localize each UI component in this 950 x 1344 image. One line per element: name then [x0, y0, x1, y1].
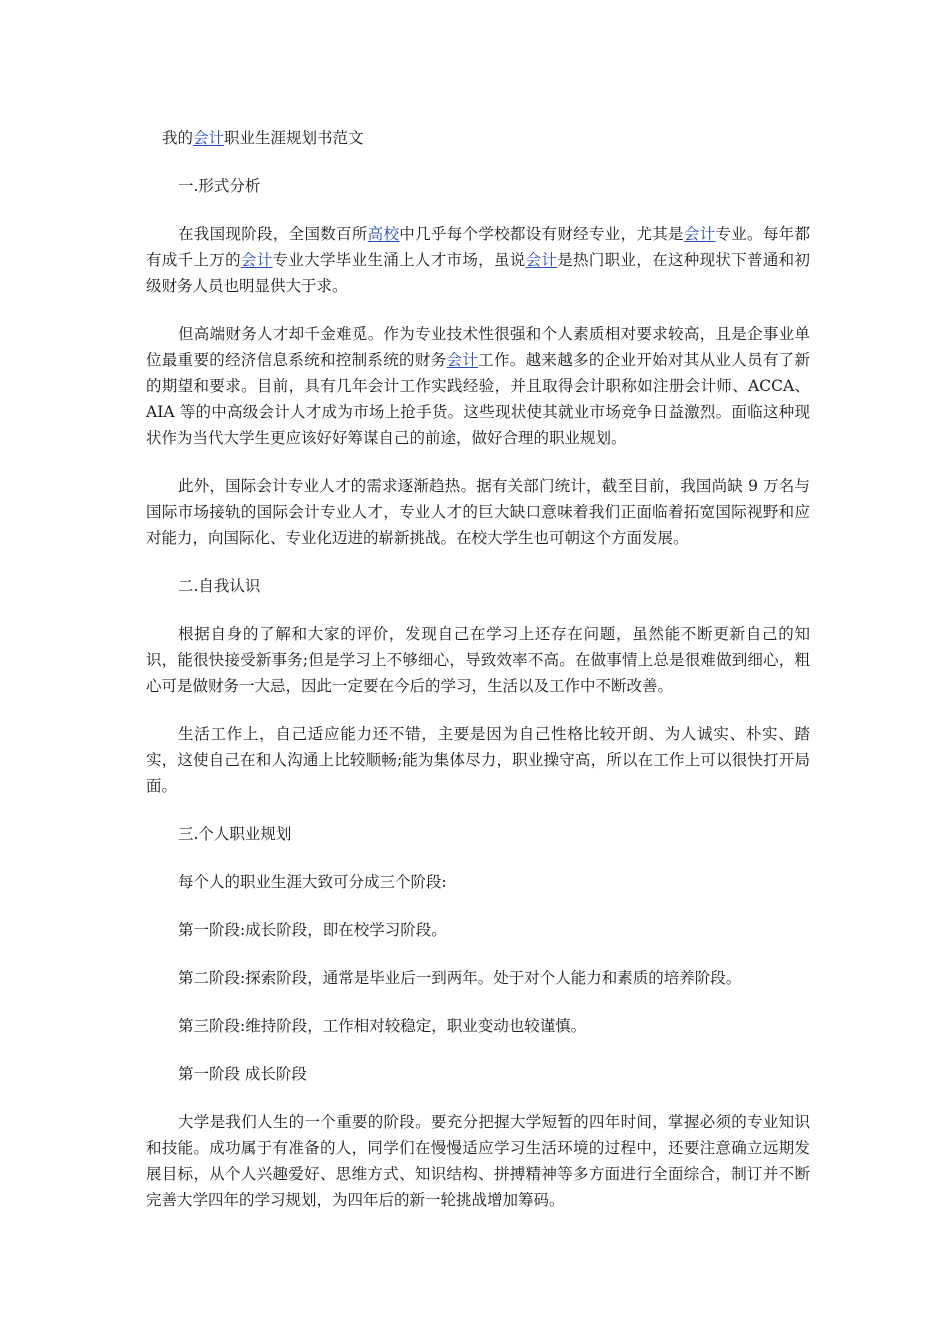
paragraph-university-stage: 大学是我们人生的一个重要的阶段。要充分把握大学短暂的四年时间，掌握必须的专业知识和技能。成功属于有准备的人，同学们在慢慢适应学习生活环境的过程中，还要注意确立远期发展目标，从个人兴趣爱好、思维方式、知识结构、拼搏精神等多方面进行全面综合，制订并不断完善大学四年的学习规划，为四年后的新一轮挑战增加筹码。	[146, 1113, 810, 1209]
paragraph-text: 在我国现阶段，全国数百所	[178, 225, 368, 243]
paragraph-text: 中几乎每个学校都设有财经专业，尤其是	[399, 225, 684, 243]
paragraph-text: 是热门职业，在这种现状下普通和初级财务人员也明显供大于求。	[146, 251, 810, 295]
title-text-before: 我的	[162, 129, 194, 147]
section-heading-self-awareness: 二.自我认识	[178, 577, 261, 595]
section-heading-career-plan: 三.个人职业规划	[178, 825, 292, 843]
paragraph-international-demand: 此外，国际会计专业人才的需求逐渐趋热。据有关部门统计，截至目前，我国尚缺 9 万名与国际市场接轨的国际会计专业人才，专业人才的巨大缺口意味着我们正面临着拓宽国际视野和应对能力，向国际化、专业化迈进的崭新挑战。在校大学生也可朝这个方面发展。	[146, 477, 810, 547]
paragraph-text: 但高端财务人才却千金难觅。作为专业技术性很强和个人素质相对要求较高，且是企事业单位最重要的经济信息系统和控制系统的财务	[146, 325, 810, 369]
paragraph-text: 专业大学毕业生涌上人才市场，虽说	[272, 251, 526, 269]
title-text-after: 职业生涯规划书范文	[224, 129, 364, 147]
career-stage-1: 第一阶段:成长阶段，即在校学习阶段。	[178, 921, 447, 939]
paragraph-high-end-talent	[146, 321, 810, 451]
title-link-kuaiji[interactable]: 会计	[193, 129, 225, 147]
paragraph-text: 工作。越来越多的企业开始对其从业人员有了新的期望和要求。目前，具有几年会计工作实践经验，并且取得会计职称如注册会计师、ACCA、AIA 等的中高级会计人才成为市场上抢手货。这些现状使其就业市场竞争日益激烈。面临这种现状作为当代大学生更应该好好筹谋自己的前途，做好合理的职业规划。	[146, 351, 810, 447]
link-gaoxiao[interactable]: 高校	[367, 225, 400, 243]
career-stages-intro: 每个人的职业生涯大致可分成三个阶段:	[178, 873, 447, 891]
link-kuaiji[interactable]: 会计	[683, 225, 716, 243]
section-heading-situation-analysis: 一.形式分析	[178, 177, 261, 195]
paragraph-work-self-assessment: 生活工作上，自己适应能力还不错，主要是因为自己性格比较开朗、为人诚实、朴实、踏实，这使自己在和人沟通上比较顺畅;能为集体尽力，职业操守高，所以在工作上可以很快打开局面。	[146, 725, 810, 795]
sub-heading-growth-stage: 第一阶段 成长阶段	[178, 1065, 307, 1083]
document-title	[162, 125, 810, 151]
career-stage-2: 第二阶段:探索阶段，通常是毕业后一到两年。处于对个人能力和素质的培养阶段。	[178, 969, 742, 987]
link-kuaiji[interactable]: 会计	[525, 251, 558, 269]
link-kuaiji[interactable]: 会计	[446, 351, 479, 369]
paragraph-text: 专业。每年都有成千上万的	[146, 225, 810, 269]
link-kuaiji[interactable]: 会计	[240, 251, 273, 269]
document-body	[146, 125, 810, 1235]
career-stage-3: 第三阶段:维持阶段，工作相对较稳定，职业变动也较谨慎。	[178, 1017, 587, 1035]
paragraph-current-situation	[146, 221, 810, 299]
paragraph-study-self-assessment: 根据自身的了解和大家的评价，发现自己在学习上还存在问题，虽然能不断更新自己的知识，能很快接受新事务;但是学习上不够细心，导致效率不高。在做事情上总是很难做到细心，粗心可是做财务一大忌，因此一定要在今后的学习，生活以及工作中不断改善。	[146, 625, 810, 695]
